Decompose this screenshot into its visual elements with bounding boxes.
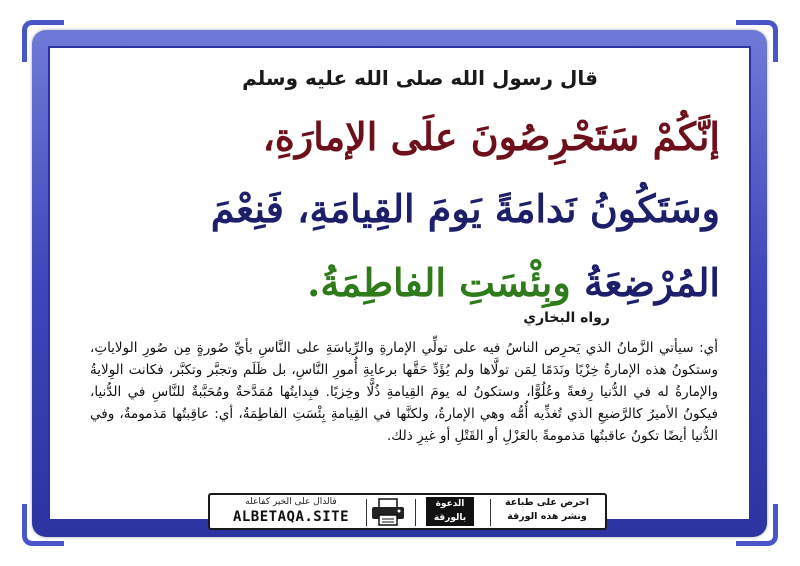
site-block [216,496,366,527]
footer-divider [490,499,491,526]
hadith-line-3-part-2: وبِئْسَتِ الفاطِمَةُ. [307,260,571,305]
hadith-line-1: إنَّكُمْ سَتَحْرِصُونَ علَى الإمارَةِ، [262,114,720,159]
footer-bar [208,493,607,530]
printer-icon [370,498,406,526]
narrator-label: رواه البخاري [523,310,610,326]
hadith-intro: قال رسول الله صلى الله عليه وسلم [242,66,598,90]
print-promo: احرص على طباعة ونشر هذه الورقة [504,497,590,522]
hadith-line-3 [84,260,720,305]
footer-divider [415,499,416,526]
hadith-explanation: أي: سيأتي الزَّمانُ الذي يَحرِص الناسُ فيه على تولِّي الإمارةِ والرِّياسَةِ على النَّاسِ بأيِّ صُورةٍ مِن صُورِ الولاياتِ، وستكونُ هذه الإمارةُ خِزْيًا ونَدَمًا لِمَن تولَّاها ولم يُؤَدِّ حَقَّها برعايةِ أُمورِ النَّاسِ، بل ظَلَم وتجبَّر وتكبَّر، فكانت الوِلايةُ والإمارةُ له في الدُّنيا رِفعةً وعُلُوًّا، وستكونُ له يومَ القِيامةِ ذُلًّا وخِزيًا. فبِدايتُها مُمَدَّحةٌ ومُحَبَّبةٌ للنَّاسِ في الدُّنيا، فيكونُ الأميرُ كالرَّضيعِ الذي تُغذِّيه أُمُّه وهي الإمارةُ، ولكنَّها في القِيامةِ بِئْسَتِ الفاطِمَةُ، أي: عاقِبتُها مَذمومةٌ، وفي الدُّنيا أيضًا تكونُ عاقبتُها مَذمومةً بالعَزْلِ أو القَتْلِ أو غيرِ ذلك. [90,340,718,444]
site-url[interactable]: ALBETAQA.SITE [232,509,350,525]
hadith-line-3-part-1: المُرْضِعَةُ [570,260,720,305]
footer-divider [366,499,367,526]
site-slogan: فالدال على الخير كفاعله [245,497,337,507]
hadith-line-2: وسَتَكُونُ نَدامَةً يَومَ القِيامَةِ، فَنِعْمَ [210,186,720,231]
brand-logo: الدعوة بالورقة [426,497,474,526]
